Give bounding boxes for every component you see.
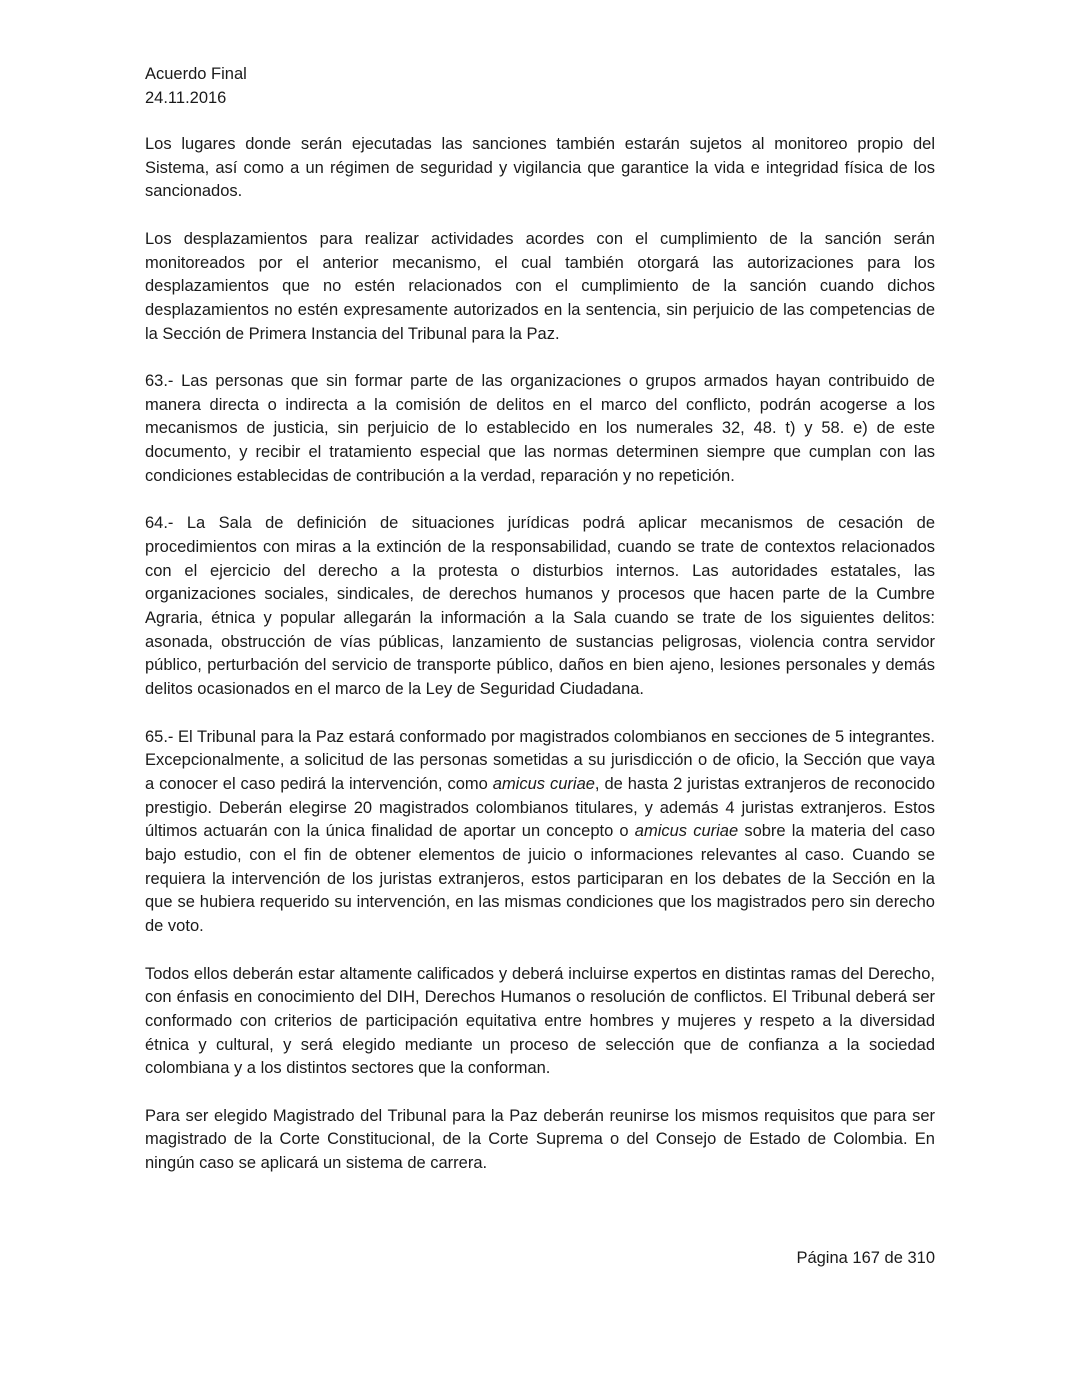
italic-term: amicus curiae xyxy=(492,774,595,793)
paragraph: Para ser elegido Magistrado del Tribunal para la Paz deberán reunirse los mismos requisitos que para ser magistrado de la Corte Constitucional, de la Corte Suprema o del Consejo de Estado de Colombia. En ningún caso se aplicará un sistema de carrera. xyxy=(145,1106,935,1173)
paragraph-text: , de hasta 2 juristas extranjeros de reconocido prestigio. Deberán elegirse 20 magistrados colombianos titulares, y además 4 juristas extranjeros. Estos últimos actuarán con la única finalidad de aportar un concepto o xyxy=(145,774,935,841)
page-number: Página 167 de 310 xyxy=(796,1249,935,1267)
document-date: 24.11.2016 xyxy=(145,89,227,107)
paragraph: Los desplazamientos para realizar actividades acordes con el cumplimiento de la sanción serán monitoreados por el anterior mecanismo, el cual también otorgará las autorizaciones para los desplazamientos que no estén relacionados con el cumplimiento de la sanción cuando dichos desplazamientos no estén expresamente autorizados en la sentencia, sin perjuicio de las competencias de la Sección de Primera Instancia del Tribunal para la Paz. xyxy=(145,229,935,343)
paragraph-text: 65.- El Tribunal para la Paz estará conformado por magistrados colombianos en secciones de 5 integrantes. Excepcionalmente, a solicitud de las personas sometidas a su jurisdicción o de oficio, la Sección que vaya a conocer el caso pedirá la intervención, como xyxy=(145,727,935,793)
document-header xyxy=(145,62,935,110)
paragraph: Los lugares donde serán ejecutadas las sanciones también estarán sujetos al monitoreo propio del Sistema, así como a un régimen de seguridad y vigilancia que garantice la vida e integridad física de los sancionados. xyxy=(145,135,935,201)
paragraph-64: 64.- La Sala de definición de situaciones jurídicas podrá aplicar mecanismos de cesación de procedimientos con miras a la extinción de la responsabilidad, cuando se trate de contextos relacionados con el ejercicio del derecho a la protesta o disturbios internos. Las autoridades estatales, las organizaciones sociales, sindicales, de derechos humanos y procesos que hacen parte de la Cumbre Agraria, étnica y popular allegarán la información a la Sala cuando se trate de los siguientes delitos: asonada, obstrucción de vías públicas, lanzamiento de sustancias peligrosas, violencia contra servidor público, perturbación del servicio de transporte público, daños en bien ajeno, lesiones personales y demás delitos ocasionados en el marco de la Ley de Seguridad Ciudadana. xyxy=(145,514,935,699)
paragraph: Todos ellos deberán estar altamente calificados y deberá incluirse expertos en distintas ramas del Derecho, con énfasis en conocimiento del DIH, Derechos Humanos o resolución de conflictos. El Tribunal deberá ser conformado con criterios de participación equitativa entre hombres y mujeres y respeto a la diversidad étnica y cultural, y será elegido mediante un proceso de selección que de confianza a la sociedad colombiana y a los distintos sectores que la conforman. xyxy=(145,964,935,1078)
paragraph-63: 63.- Las personas que sin formar parte de las organizaciones o grupos armados hayan contribuido de manera directa o indirecta a la comisión de delitos en el marco del conflicto, podrán acogerse a los mecanismos de justicia, sin perjuicio de lo establecido en los numerales 32, 48. t) y 58. e) de este documento, y recibir el tratamiento especial que las normas determinen siempre que cumplan con las condiciones establecidas de contribución a la verdad, reparación y no repetición. xyxy=(145,372,935,485)
document-page xyxy=(145,62,935,1200)
document-body xyxy=(145,133,935,1176)
document-title: Acuerdo Final xyxy=(145,65,247,83)
paragraph-65 xyxy=(145,726,935,939)
italic-term: amicus curiae xyxy=(634,822,739,841)
paragraph-text: sobre la materia del caso bajo estudio, con el fin de obtener elementos de juicio o informaciones relevantes al caso. Cuando se requiera la intervención de los juristas extranjeros, estos participaran en los debates de la Sección en la que se hubiera requerido su intervención, en las mismas condiciones que los magistrados pero sin derecho de voto. xyxy=(145,822,935,936)
